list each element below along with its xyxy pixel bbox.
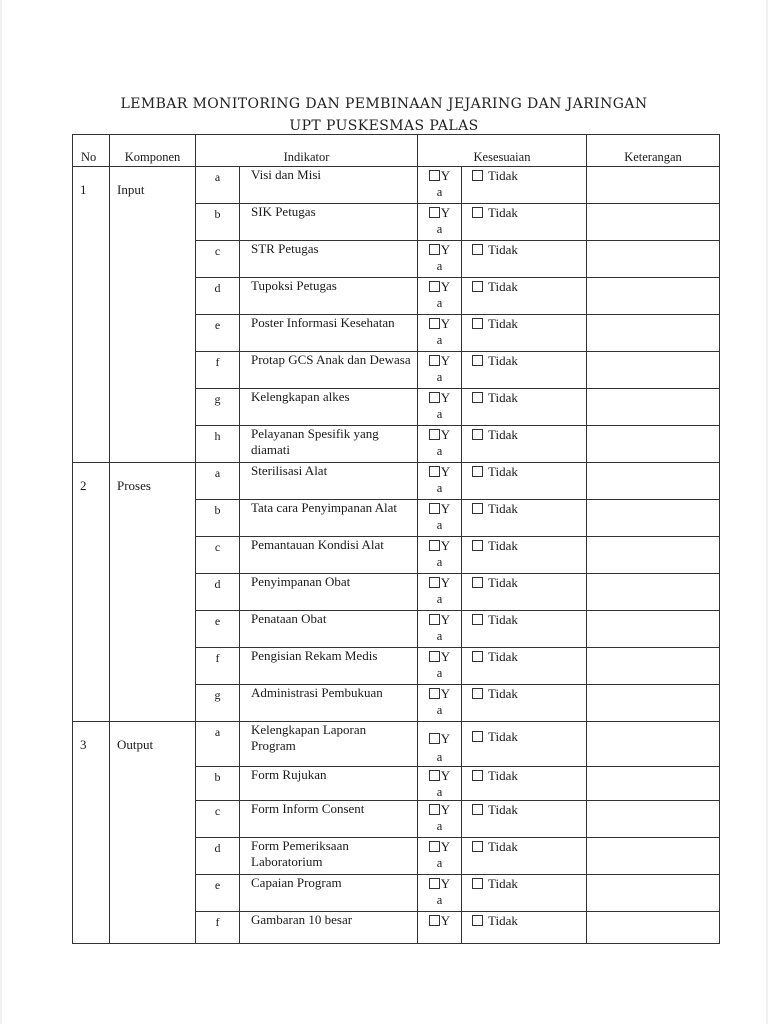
- indicator-text: Gambaran 10 besar: [240, 912, 418, 944]
- header-keterangan: Keterangan: [587, 135, 720, 167]
- checkbox-ya-icon[interactable]: [429, 688, 440, 699]
- indicator-text: Penataan Obat: [240, 611, 418, 648]
- keterangan-input[interactable]: [587, 801, 720, 838]
- option-ya[interactable]: [418, 241, 461, 258]
- option-ya-label-bottom: a: [436, 703, 443, 717]
- option-ya[interactable]: [418, 875, 461, 892]
- indicator-letter: d: [196, 574, 240, 611]
- header-indikator: Indikator: [196, 135, 418, 167]
- option-tidak-label: Tidak: [488, 279, 518, 294]
- option-ya-cell: [418, 574, 462, 611]
- option-ya-cell: [418, 315, 462, 352]
- option-tidak-label: Tidak: [488, 464, 518, 479]
- indicator-letter: e: [196, 611, 240, 648]
- option-ya-label-top: Y: [440, 612, 451, 627]
- indicator-text: STR Petugas: [240, 241, 418, 278]
- option-ya[interactable]: [418, 315, 461, 332]
- header-kesesuaian: Kesesuaian: [418, 135, 587, 167]
- option-tidak[interactable]: [462, 500, 587, 537]
- option-ya-label-bottom: a: [436, 444, 443, 458]
- option-tidak[interactable]: [462, 315, 587, 352]
- keterangan-input[interactable]: [587, 912, 720, 944]
- option-tidak-label: Tidak: [488, 802, 518, 817]
- keterangan-input[interactable]: [587, 426, 720, 463]
- indicator-letter: b: [196, 500, 240, 537]
- checkbox-ya-icon[interactable]: [429, 614, 440, 625]
- table-header-row: [73, 135, 720, 167]
- checkbox-tidak-icon[interactable]: [472, 878, 483, 889]
- indicator-letter: c: [196, 801, 240, 838]
- indicator-text: Poster Informasi Kesehatan: [240, 315, 418, 352]
- checkbox-tidak-icon[interactable]: [472, 915, 483, 926]
- option-ya-label-top: Y: [440, 279, 451, 294]
- checkbox-tidak-icon[interactable]: [472, 207, 483, 218]
- group-number: 2: [73, 463, 110, 722]
- checkbox-tidak-icon[interactable]: [472, 244, 483, 255]
- checkbox-tidak-icon[interactable]: [472, 355, 483, 366]
- option-tidak[interactable]: [462, 767, 587, 801]
- indicator-letter: c: [196, 537, 240, 574]
- checkbox-ya-icon[interactable]: [429, 651, 440, 662]
- option-tidak[interactable]: [462, 574, 587, 611]
- checkbox-tidak-icon[interactable]: [472, 804, 483, 815]
- option-ya-label-top: Y: [440, 768, 451, 783]
- indicator-letter: d: [196, 278, 240, 315]
- option-ya[interactable]: [418, 685, 461, 702]
- checkbox-tidak-icon[interactable]: [472, 841, 483, 852]
- option-ya-label-top: Y: [440, 464, 451, 479]
- option-ya-label-bottom: a: [436, 750, 443, 764]
- indicator-text: SIK Petugas: [240, 204, 418, 241]
- table-row: [73, 722, 720, 767]
- option-tidak[interactable]: [462, 611, 587, 648]
- checkbox-ya-icon[interactable]: [429, 244, 440, 255]
- option-tidak-label: Tidak: [488, 913, 518, 928]
- keterangan-input[interactable]: [587, 537, 720, 574]
- option-ya[interactable]: [418, 838, 461, 855]
- keterangan-input[interactable]: [587, 767, 720, 801]
- keterangan-input[interactable]: [587, 241, 720, 278]
- option-ya-cell: [418, 389, 462, 426]
- keterangan-input[interactable]: [587, 722, 720, 767]
- option-ya-label-top: Y: [440, 575, 451, 590]
- option-ya-label-top: Y: [440, 353, 451, 368]
- option-tidak-label: Tidak: [488, 649, 518, 664]
- option-ya-label-bottom: a: [436, 666, 443, 680]
- option-tidak[interactable]: [462, 648, 587, 685]
- option-ya-cell: [418, 463, 462, 500]
- indicator-letter: a: [196, 722, 240, 767]
- indicator-text: Visi dan Misi: [240, 167, 418, 204]
- option-ya-label-bottom: a: [436, 296, 443, 310]
- checkbox-ya-icon[interactable]: [429, 540, 440, 551]
- indicator-text: Pemantauan Kondisi Alat: [240, 537, 418, 574]
- indicator-text: Protap GCS Anak dan Dewasa: [240, 352, 418, 389]
- option-ya[interactable]: [418, 278, 461, 295]
- checkbox-tidak-icon[interactable]: [472, 318, 483, 329]
- option-ya-label-top: Y: [440, 649, 451, 664]
- option-ya-label-top: Y: [440, 242, 451, 257]
- checkbox-ya-icon[interactable]: [429, 577, 440, 588]
- option-ya-cell: [418, 767, 462, 801]
- option-tidak-label: Tidak: [488, 768, 518, 783]
- indicator-text: Form Inform Consent: [240, 801, 418, 838]
- option-tidak[interactable]: [462, 838, 587, 875]
- option-tidak-label: Tidak: [488, 686, 518, 701]
- option-ya-label-bottom: a: [436, 629, 443, 643]
- table-row: [73, 167, 720, 204]
- option-ya-cell: [418, 278, 462, 315]
- option-tidak[interactable]: [462, 278, 587, 315]
- option-tidak-label: Tidak: [488, 316, 518, 331]
- group-komponen: Input: [110, 167, 196, 463]
- indicator-text: Tata cara Penyimpanan Alat: [240, 500, 418, 537]
- option-ya-cell: [418, 648, 462, 685]
- option-tidak-label: Tidak: [488, 575, 518, 590]
- option-tidak-label: Tidak: [488, 427, 518, 442]
- option-ya[interactable]: [418, 537, 461, 554]
- option-ya-label-top: Y: [440, 427, 451, 442]
- indicator-letter: a: [196, 167, 240, 204]
- option-ya-label-bottom: a: [436, 785, 443, 799]
- option-ya-label-bottom: a: [436, 555, 443, 569]
- option-ya-label-top: Y: [440, 168, 451, 183]
- indicator-letter: e: [196, 315, 240, 352]
- option-tidak[interactable]: [462, 389, 587, 426]
- option-ya-cell: [418, 241, 462, 278]
- option-ya-label-bottom: a: [436, 407, 443, 421]
- indicator-text: Pengisian Rekam Medis: [240, 648, 418, 685]
- checkbox-tidak-icon[interactable]: [472, 577, 483, 588]
- option-tidak-label: Tidak: [488, 205, 518, 220]
- option-ya-label-top: Y: [440, 316, 451, 331]
- checkbox-ya-icon[interactable]: [429, 318, 440, 329]
- option-tidak[interactable]: [462, 875, 587, 912]
- checkbox-ya-icon[interactable]: [429, 207, 440, 218]
- checkbox-ya-icon[interactable]: [429, 392, 440, 403]
- option-ya-cell: [418, 838, 462, 875]
- option-ya-cell: [418, 875, 462, 912]
- option-tidak-label: Tidak: [488, 242, 518, 257]
- indicator-letter: g: [196, 389, 240, 426]
- checkbox-tidak-icon[interactable]: [472, 540, 483, 551]
- option-tidak[interactable]: [462, 463, 587, 500]
- option-ya-label-bottom: a: [436, 819, 443, 833]
- document-subtitle: UPT PUSKESMAS PALAS: [289, 118, 479, 134]
- option-tidak-label: Tidak: [488, 876, 518, 891]
- checkbox-tidak-icon[interactable]: [472, 281, 483, 292]
- option-ya[interactable]: [418, 767, 461, 784]
- checkbox-ya-icon[interactable]: [429, 915, 440, 926]
- option-ya-label-bottom: a: [436, 592, 443, 606]
- option-tidak-label: Tidak: [488, 538, 518, 553]
- keterangan-input[interactable]: [587, 611, 720, 648]
- option-ya-label-bottom: a: [436, 259, 443, 273]
- option-ya[interactable]: [418, 801, 461, 818]
- option-tidak[interactable]: [462, 685, 587, 722]
- indicator-letter: h: [196, 426, 240, 463]
- group-komponen: Output: [110, 722, 196, 944]
- indicator-text: Penyimpanan Obat: [240, 574, 418, 611]
- option-ya-cell: [418, 801, 462, 838]
- checkbox-tidak-icon[interactable]: [472, 770, 483, 781]
- option-ya-label-top: Y: [440, 839, 451, 854]
- option-ya-label-bottom: a: [436, 222, 443, 236]
- checkbox-ya-icon[interactable]: [429, 503, 440, 514]
- option-ya-label-top: Y: [440, 913, 451, 928]
- checkbox-tidak-icon[interactable]: [472, 466, 483, 477]
- checkbox-ya-icon[interactable]: [429, 804, 440, 815]
- indicator-letter: f: [196, 352, 240, 389]
- monitoring-table: [72, 134, 720, 944]
- checkbox-ya-icon[interactable]: [429, 878, 440, 889]
- keterangan-input[interactable]: [587, 167, 720, 204]
- option-ya-cell: [418, 500, 462, 537]
- option-ya-cell: [418, 611, 462, 648]
- header-no: No: [73, 135, 110, 167]
- option-tidak-label: Tidak: [488, 839, 518, 854]
- indicator-text: Administrasi Pembukuan: [240, 685, 418, 722]
- option-tidak[interactable]: [462, 426, 587, 463]
- checkbox-tidak-icon[interactable]: [472, 429, 483, 440]
- option-ya-cell: [418, 352, 462, 389]
- group-number: 1: [73, 167, 110, 463]
- option-ya[interactable]: [418, 389, 461, 406]
- option-ya[interactable]: [418, 722, 461, 747]
- option-ya-cell: [418, 426, 462, 463]
- checkbox-ya-icon[interactable]: [429, 841, 440, 852]
- table-row: [73, 463, 720, 500]
- option-tidak[interactable]: [462, 722, 587, 767]
- indicator-letter: f: [196, 648, 240, 685]
- option-ya-label-bottom: a: [436, 856, 443, 870]
- indicator-letter: b: [196, 767, 240, 801]
- checkbox-tidak-icon[interactable]: [472, 688, 483, 699]
- keterangan-input[interactable]: [587, 500, 720, 537]
- keterangan-input[interactable]: [587, 838, 720, 875]
- option-tidak[interactable]: [462, 912, 587, 944]
- indicator-letter: b: [196, 204, 240, 241]
- keterangan-input[interactable]: [587, 204, 720, 241]
- document-title: LEMBAR MONITORING DAN PEMBINAAN JEJARING DAN JARINGAN: [120, 96, 648, 112]
- keterangan-input[interactable]: [587, 685, 720, 722]
- indicator-text: Pelayanan Spesifik yang diamati: [240, 426, 418, 463]
- option-ya-cell: [418, 912, 462, 944]
- option-ya-label-top: Y: [440, 876, 451, 891]
- option-ya-cell: [418, 685, 462, 722]
- option-ya[interactable]: [418, 500, 461, 517]
- indicator-letter: a: [196, 463, 240, 500]
- option-ya[interactable]: [418, 912, 461, 929]
- checkbox-ya-icon[interactable]: [429, 355, 440, 366]
- keterangan-input[interactable]: [587, 875, 720, 912]
- option-tidak-label: Tidak: [488, 729, 518, 744]
- option-ya-label-top: Y: [440, 501, 451, 516]
- option-ya[interactable]: [418, 463, 461, 480]
- checkbox-ya-icon[interactable]: [429, 770, 440, 781]
- keterangan-input[interactable]: [587, 352, 720, 389]
- checkbox-tidak-icon[interactable]: [472, 731, 483, 742]
- option-ya-label-top: Y: [440, 686, 451, 701]
- option-ya[interactable]: [418, 167, 461, 184]
- option-ya-label-top: Y: [440, 802, 451, 817]
- option-ya-label-bottom: a: [436, 481, 443, 495]
- header-komponen: Komponen: [110, 135, 196, 167]
- option-tidak[interactable]: [462, 204, 587, 241]
- checkbox-tidak-icon[interactable]: [472, 170, 483, 181]
- indicator-letter: f: [196, 912, 240, 944]
- checkbox-ya-icon[interactable]: [429, 170, 440, 181]
- option-ya-label-bottom: a: [436, 370, 443, 384]
- checkbox-ya-icon[interactable]: [429, 429, 440, 440]
- checkbox-ya-icon[interactable]: [429, 733, 440, 744]
- keterangan-input[interactable]: [587, 389, 720, 426]
- option-ya[interactable]: [418, 574, 461, 591]
- option-ya-cell: [418, 722, 462, 767]
- option-tidak[interactable]: [462, 241, 587, 278]
- option-ya[interactable]: [418, 426, 461, 443]
- option-tidak-label: Tidak: [488, 501, 518, 516]
- option-ya-label-top: Y: [440, 538, 451, 553]
- option-tidak-label: Tidak: [488, 612, 518, 627]
- option-ya-label-bottom: a: [436, 185, 443, 199]
- indicator-text: Tupoksi Petugas: [240, 278, 418, 315]
- option-tidak-label: Tidak: [488, 353, 518, 368]
- option-ya-label-top: Y: [440, 731, 451, 746]
- option-ya-cell: [418, 537, 462, 574]
- option-ya[interactable]: [418, 352, 461, 369]
- checkbox-tidak-icon[interactable]: [472, 503, 483, 514]
- option-tidak[interactable]: [462, 167, 587, 204]
- option-ya[interactable]: [418, 611, 461, 628]
- option-tidak[interactable]: [462, 352, 587, 389]
- checkbox-ya-icon[interactable]: [429, 281, 440, 292]
- option-ya-cell: [418, 167, 462, 204]
- option-ya-label-bottom: a: [436, 333, 443, 347]
- keterangan-input[interactable]: [587, 315, 720, 352]
- option-ya-label-top: Y: [440, 390, 451, 405]
- indicator-letter: e: [196, 875, 240, 912]
- option-tidak-label: Tidak: [488, 390, 518, 405]
- group-komponen: Proses: [110, 463, 196, 722]
- checkbox-tidak-icon[interactable]: [472, 392, 483, 403]
- checkbox-tidak-icon[interactable]: [472, 614, 483, 625]
- option-ya-label-bottom: a: [436, 518, 443, 532]
- checkbox-ya-icon[interactable]: [429, 466, 440, 477]
- indicator-letter: d: [196, 838, 240, 875]
- option-tidak[interactable]: [462, 537, 587, 574]
- indicator-letter: g: [196, 685, 240, 722]
- option-ya-cell: [418, 204, 462, 241]
- group-number: 3: [73, 722, 110, 944]
- indicator-letter: c: [196, 241, 240, 278]
- option-ya-label-bottom: a: [436, 893, 443, 907]
- indicator-text: Kelengkapan Laporan Program: [240, 722, 418, 767]
- keterangan-input[interactable]: [587, 278, 720, 315]
- option-tidak[interactable]: [462, 801, 587, 838]
- keterangan-input[interactable]: [587, 574, 720, 611]
- indicator-text: Form Rujukan: [240, 767, 418, 801]
- indicator-text: Kelengkapan alkes: [240, 389, 418, 426]
- indicator-text: Capaian Program: [240, 875, 418, 912]
- option-ya-label-top: Y: [440, 205, 451, 220]
- option-tidak-label: Tidak: [488, 168, 518, 183]
- indicator-text: Sterilisasi Alat: [240, 463, 418, 500]
- keterangan-input[interactable]: [587, 463, 720, 500]
- indicator-text: Form Pemeriksaan Laboratorium: [240, 838, 418, 875]
- option-ya[interactable]: [418, 204, 461, 221]
- option-ya[interactable]: [418, 648, 461, 665]
- keterangan-input[interactable]: [587, 648, 720, 685]
- checkbox-tidak-icon[interactable]: [472, 651, 483, 662]
